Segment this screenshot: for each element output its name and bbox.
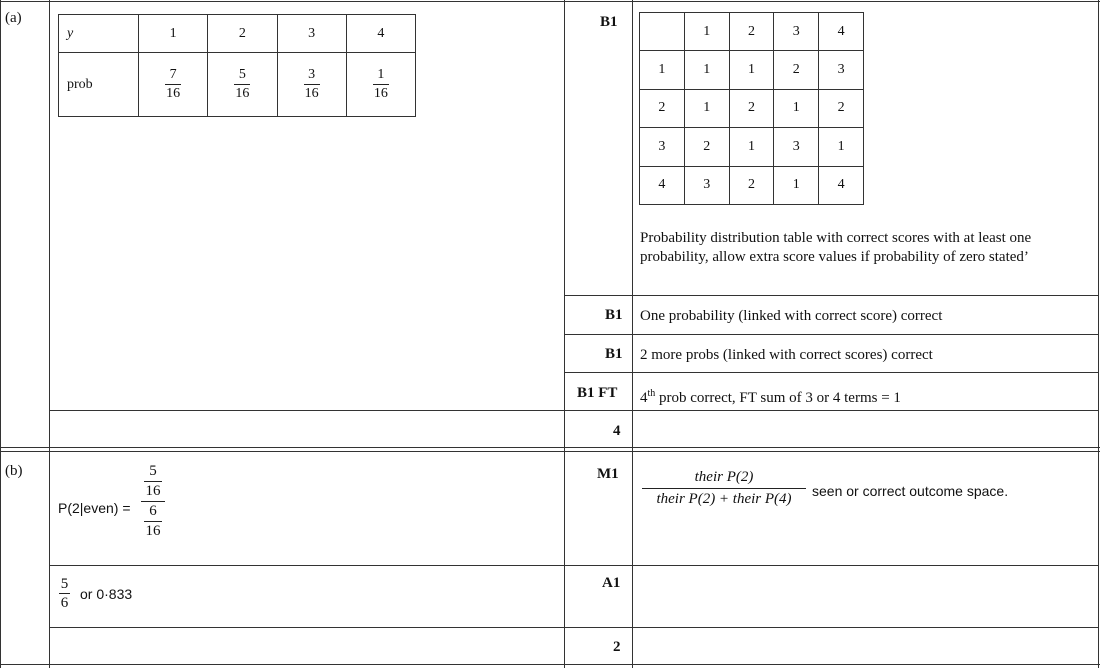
- grid-cell: 4: [640, 166, 685, 204]
- ordinal-number: 4: [640, 390, 648, 406]
- grid-cell: 1: [774, 89, 819, 127]
- outer-denominator: [144, 503, 162, 540]
- part-a-total: 4: [613, 423, 621, 439]
- mark-b1-second: B1: [605, 307, 623, 323]
- grid-cell: 2: [819, 89, 864, 127]
- mark-a1: A1: [602, 575, 621, 591]
- mark-b1-third: B1: [605, 346, 623, 362]
- grid-cell: 2: [729, 13, 774, 51]
- guidance-text: prob correct, FT sum of 3 or 4 terms = 1: [655, 390, 901, 406]
- answer-denominator: 6: [60, 595, 69, 611]
- grid-cell: 1: [640, 51, 685, 89]
- grid-cell: 1: [774, 166, 819, 204]
- y-value: 4: [346, 15, 415, 53]
- row-line-a1: [49, 565, 1099, 566]
- top-border: [0, 1, 1100, 2]
- mark-b1: B1: [600, 14, 618, 30]
- denominator-bottom: 16: [145, 523, 161, 539]
- method-numerator: their P(2): [694, 469, 754, 485]
- prob-cell: [139, 53, 208, 117]
- y-value: 2: [208, 15, 277, 53]
- prob-denominator: 16: [304, 86, 319, 101]
- prob-numerator: 5: [238, 67, 246, 82]
- grid-cell: 3: [774, 128, 819, 166]
- left-border: [0, 0, 1, 668]
- prob-cell: [208, 53, 277, 117]
- numerator-top: 5: [149, 463, 157, 479]
- answer-numerator: 5: [60, 576, 69, 592]
- method-mark-fraction: [642, 468, 806, 509]
- row-line-b1ft: [564, 372, 1099, 373]
- section-divider: [0, 447, 1100, 448]
- guidance-note-b1-third: 2 more probs (linked with correct scores) correct: [640, 347, 933, 363]
- method-fraction-bar: [642, 488, 806, 489]
- row-line-b1-2: [564, 295, 1099, 296]
- grid-cell: 1: [729, 51, 774, 89]
- grid-cell: 3: [819, 51, 864, 89]
- guidance-note-b1-second: One probability (linked with correct score) correct: [640, 308, 943, 324]
- prob-numerator: 3: [308, 67, 316, 82]
- guidance-note-b1: Probability distribution table with correct scores with at least one probability, allow extra score values if probability of zero stated’: [640, 230, 1032, 265]
- part-b-total: 2: [613, 639, 621, 655]
- grid-cell: 2: [729, 166, 774, 204]
- grid-cell: 1: [819, 128, 864, 166]
- part-a-label: (a): [5, 10, 22, 26]
- prob-numerator: 7: [169, 67, 177, 82]
- y-header: y: [59, 15, 139, 53]
- prob-numerator: 1: [377, 67, 385, 82]
- row-line-b1-3: [564, 334, 1099, 335]
- answer-decimal: or 0·833: [80, 586, 133, 602]
- method-denominator: their P(2) + their P(4): [656, 491, 792, 507]
- denominator-top: 6: [149, 503, 157, 519]
- guidance-note-b1-ft: [640, 384, 901, 408]
- numerator-bottom: 16: [145, 483, 161, 499]
- grid-cell: 2: [640, 89, 685, 127]
- score-outcome-grid: [639, 12, 864, 205]
- grid-cell: 2: [729, 89, 774, 127]
- grid-cell: 2: [774, 51, 819, 89]
- y-value: 1: [139, 15, 208, 53]
- y-value: 3: [277, 15, 346, 53]
- part-b-label: (b): [5, 463, 23, 479]
- prob-header: prob: [59, 53, 139, 117]
- prob-denominator: 16: [166, 86, 181, 101]
- bottom-border: [0, 664, 1100, 665]
- total-row-line-b: [49, 627, 1099, 628]
- mark-b1-ft: B1 FT: [577, 385, 618, 401]
- section-divider-2: [0, 451, 1100, 452]
- grid-cell: 3: [640, 128, 685, 166]
- probability-distribution-table: [58, 14, 416, 117]
- grid-cell: 4: [819, 166, 864, 204]
- prob-denominator: 16: [235, 86, 250, 101]
- grid-cell: [640, 13, 685, 51]
- method-note: seen or correct outcome space.: [812, 483, 1009, 499]
- outer-numerator: [144, 463, 162, 500]
- compound-fraction: [141, 463, 165, 540]
- total-row-line-a: [49, 410, 1099, 411]
- ordinal-suffix: th: [647, 388, 656, 399]
- grid-cell: 1: [684, 89, 729, 127]
- grid-cell: 1: [684, 13, 729, 51]
- grid-cell: 3: [684, 166, 729, 204]
- grid-cell: 1: [729, 128, 774, 166]
- grid-cell: 1: [684, 51, 729, 89]
- mark-m1: M1: [597, 466, 619, 482]
- prob-cell: [346, 53, 415, 117]
- answer-fraction: [59, 576, 70, 611]
- main-fraction-bar: [141, 501, 165, 502]
- grid-cell: 4: [819, 13, 864, 51]
- conditional-prob-lhs: P(2|even) =: [58, 500, 131, 516]
- grid-cell: 3: [774, 13, 819, 51]
- prob-denominator: 16: [373, 86, 388, 101]
- label-col-line: [49, 0, 50, 668]
- prob-cell: [277, 53, 346, 117]
- grid-cell: 2: [684, 128, 729, 166]
